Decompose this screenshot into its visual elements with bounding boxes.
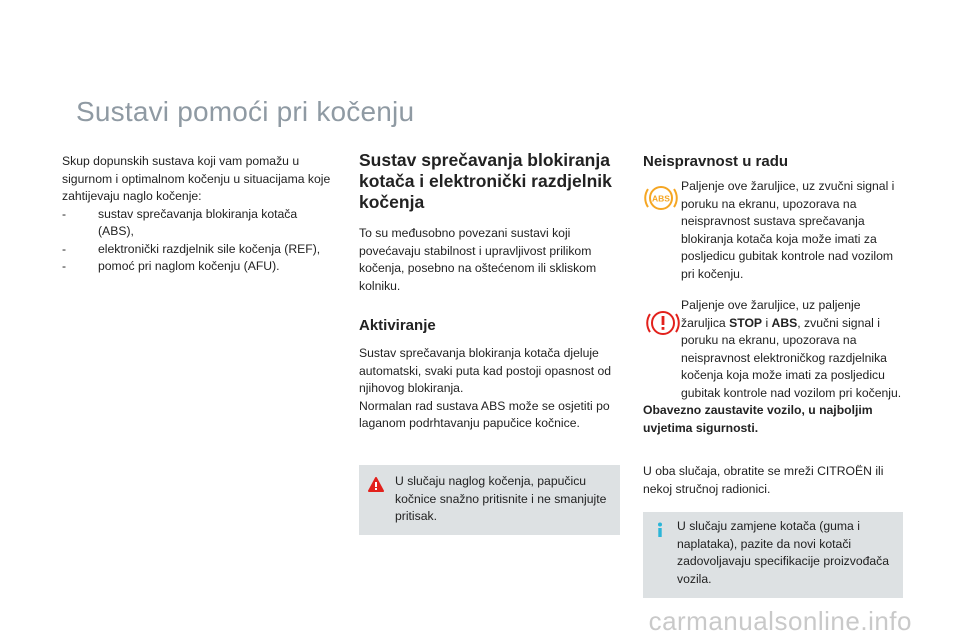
fault-section: [643, 153, 905, 181]
activation-text-2: Normalan rad sustava ABS može se osjetiti po laganom podrhtavanju papučice kočnice.: [359, 398, 610, 430]
list-item: - pomoć pri naglom kočenju (AFU).: [62, 259, 280, 273]
info-icon: [653, 522, 667, 538]
info-note-text: U slučaju zamjene kotača (guma i naplataka), pazite da novi kotači zadovoljavaju specifikacije proizvođača vozila.: [677, 519, 890, 586]
activation-section: [359, 317, 621, 433]
intro-text: Skup dopunskih sustava koji vam pomažu u sigurnom i optimalnom kočenju u situacijama koje zahtijevaju naglo kočenje:: [62, 154, 331, 203]
abs-warning-lamp-icon: [643, 180, 679, 216]
brake-fault-text: Paljenje ove žaruljice, uz paljenje žaruljica STOP i ABS, zvučni signal i poruku na ekranu, upozorava na neispravnost elektroničkog razdjelnika kočenja koja može imati za posljedicu gubitak kontrole nad vozilom pri kočenju.: [681, 298, 902, 400]
brake-fault-block: [643, 297, 905, 437]
intro-list: [62, 206, 332, 276]
list-item: - elektronički razdjelnik sile kočenja (REF),: [62, 241, 321, 256]
warning-note-text: U slučaju naglog kočenja, papučicu kočnice snažno pritisnite i ne smanjujte pritisak.: [395, 474, 607, 523]
fault-heading: Neispravnost u radu: [643, 153, 789, 170]
closing-text: U oba slučaja, obratite se mreži CITROËN ili nekoj stručnoj radionici.: [643, 464, 884, 496]
stop-vehicle-warning: Obavezno zaustavite vozilo, u najboljim uvjetima sigurnosti.: [643, 403, 873, 435]
abs-section: [359, 150, 621, 433]
list-item: - sustav sprečavanja blokiranja kotača (ABS),: [62, 206, 298, 238]
watermark: carmanualsonline.info: [648, 606, 912, 636]
page-title: Sustavi pomoći pri kočenju: [76, 96, 415, 127]
brake-warning-lamp-icon: [645, 305, 681, 341]
activation-heading: Aktiviranje: [359, 317, 436, 334]
abs-section-heading: Sustav sprečavanja blokiranja kotača i elektronički razdjelnik kočenja: [359, 150, 612, 212]
activation-text: Sustav sprečavanja blokiranja kotača djeluje automatski, svaki puta kad postoji opasnost od njihovog blokiranja.: [359, 346, 612, 395]
warning-icon: [368, 477, 384, 493]
abs-fault-text: Paljenje ove žaruljice, uz zvučni signal i poruku na ekranu, upozorava na neispravnost sustava sprečavanja blokiranja kotača koja može imati za posljedicu gubitak kontrole nad vozilom pri kočenju.: [681, 179, 895, 281]
info-note: [643, 512, 903, 598]
abs-lamp-label: ABS: [652, 193, 670, 204]
abs-section-text: To su međusobno povezani sustavi koji povećavaju stabilnost i upravljivost prilikom kočenja, posebno na oštećenom ili skliskom kolniku.: [359, 226, 597, 293]
intro-section: [62, 153, 332, 276]
abs-lamp-ref: ABS: [771, 315, 798, 330]
abs-fault-block: [643, 178, 905, 283]
warning-note: [359, 465, 620, 535]
stop-lamp-label: STOP: [729, 315, 763, 330]
